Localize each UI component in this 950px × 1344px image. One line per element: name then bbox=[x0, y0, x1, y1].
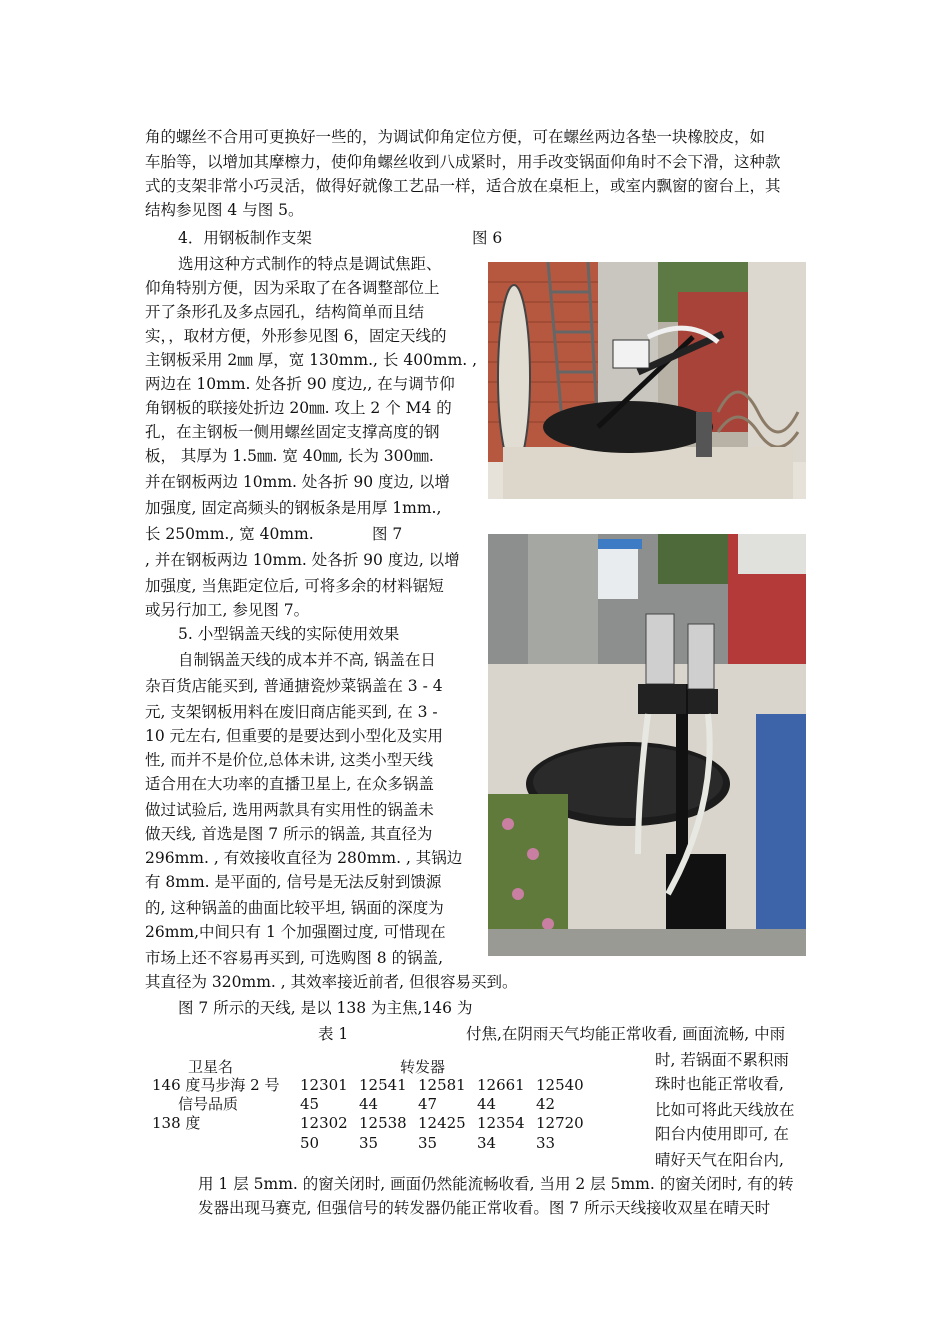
body-text-line: 长 250mm., 宽 40mm. bbox=[145, 525, 314, 543]
photo-pot-lid-antenna-balcony-icon bbox=[488, 534, 806, 956]
body-text-line: 适合用在大功率的直播卫星上, 在众多锅盖 bbox=[145, 775, 434, 793]
body-text-line: 孔，在主钢板一侧用螺丝固定支撑高度的钢 bbox=[145, 423, 440, 441]
body-text-line: 用 1 层 5mm. 的窗关闭时, 画面仍然能流畅收看, 当用 2 层 5mm. 的窗关闭时, 有的转 bbox=[198, 1175, 794, 1193]
body-text-line: 10 元左右, 但重要的是要达到小型化及实用 bbox=[145, 727, 444, 745]
body-text-line: 比如可将此天线放在 bbox=[655, 1101, 795, 1119]
body-text-line: 市场上还不容易再买到, 可选购图 8 的锅盖, bbox=[145, 949, 443, 967]
body-text-line: 付焦,在阴雨天气均能正常收看, 画面流畅, 中雨 bbox=[466, 1025, 786, 1043]
section-heading: 5. 小型锅盖天线的实际使用效果 bbox=[178, 625, 400, 643]
table-header: 卫星名 bbox=[188, 1058, 234, 1076]
table-cell: 12720 bbox=[536, 1114, 584, 1132]
body-text-line: 阳台内使用即可, 在 bbox=[655, 1125, 789, 1143]
body-text-line: 性, 而并不是价位,总体未讲, 这类小型天线 bbox=[145, 751, 434, 769]
table-cell: 35 bbox=[418, 1134, 438, 1152]
table-cell: 45 bbox=[300, 1095, 320, 1113]
figure-6-photo bbox=[488, 262, 806, 499]
table-cell: 12354 bbox=[477, 1114, 525, 1132]
table-cell: 146 度马步海 2 号 bbox=[152, 1076, 280, 1094]
body-text-line: 杂百货店能买到, 普通搪瓷炒菜锅盖在 3 - 4 bbox=[145, 677, 443, 695]
body-text-line: 选用这种方式制作的特点是调试焦距、 bbox=[178, 255, 442, 273]
body-text-line: 晴好天气在阳台内, bbox=[655, 1151, 784, 1169]
table-cell: 12540 bbox=[536, 1076, 584, 1094]
body-text-line: 发器出现马赛克, 但强信号的转发器仍能正常收看。图 7 所示天线接收双星在晴天时 bbox=[198, 1199, 771, 1217]
body-text-line: 元, 支架钢板用料在废旧商店能买到, 在 3 - bbox=[145, 703, 438, 721]
body-text-line: 角的螺丝不合用可更换好一些的，为调试仰角定位方便，可在螺丝两边各垫一块橡胶皮，如 bbox=[145, 128, 766, 146]
table-cell: 47 bbox=[418, 1095, 438, 1113]
body-text-line: 其直径为 320mm. , 其效率接近前者, 但很容易买到。 bbox=[145, 973, 518, 991]
table-cell: 12301 bbox=[300, 1076, 348, 1094]
body-text-line: 珠时也能正常收看, bbox=[655, 1075, 784, 1093]
body-text-line: 板， 其厚为 1.5㎜. 宽 40㎜, 长为 300㎜. bbox=[145, 447, 434, 465]
table-cell: 12541 bbox=[359, 1076, 407, 1094]
body-text-line: 并在钢板两边 10mm. 处各折 90 度边, 以增 bbox=[145, 473, 450, 491]
body-text-line: 结构参见图 4 与图 5。 bbox=[145, 201, 304, 219]
table-cell: 138 度 bbox=[152, 1114, 201, 1132]
body-text-line: 图 7 所示的天线, 是以 138 为主焦,146 为 bbox=[178, 999, 473, 1017]
body-text-line: 做过试验后, 选用两款具有实用性的锅盖未 bbox=[145, 801, 434, 819]
body-text-line: 式的支架非常小巧灵活，做得好就像工艺品一样，适合放在桌柜上，或室内飘窗的窗台上，其 bbox=[145, 177, 781, 195]
body-text-line: 车胎等，以增加其摩檫力，使仰角螺丝收到八成紧时，用手改变锅面仰角时不会下滑，这种款 bbox=[145, 153, 781, 171]
table-cell: 33 bbox=[536, 1134, 556, 1152]
body-text-line: 加强度, 固定高频头的钢板条是用厚 1mm., bbox=[145, 499, 442, 517]
table-cell: 44 bbox=[359, 1095, 379, 1113]
table-header: 转发器 bbox=[400, 1058, 446, 1076]
figure-caption: 图 6 bbox=[472, 229, 503, 247]
body-text-line: 26mm,中间只有 1 个加强圈过度, 可惜现在 bbox=[145, 923, 446, 941]
table-cell: 35 bbox=[359, 1134, 379, 1152]
body-text-line: 加强度, 当焦距定位后, 可将多余的材料锯短 bbox=[145, 577, 444, 595]
body-text-line: 实，，取材方便，外形参见图 6，固定天线的 bbox=[145, 327, 447, 345]
body-text-line: 主钢板采用 2㎜ 厚，宽 130mm., 长 400mm. , bbox=[145, 351, 478, 369]
table-cell: 12425 bbox=[418, 1114, 466, 1132]
body-text-line: 两边在 10mm. 处各折 90 度边,, 在与调节仰 bbox=[145, 375, 455, 393]
table-caption: 表 1 bbox=[318, 1025, 349, 1043]
table-cell: 44 bbox=[477, 1095, 497, 1113]
table-cell: 12581 bbox=[418, 1076, 466, 1094]
body-text-line: 角钢板的联接处折边 20㎜. 攻上 2 个 M4 的 bbox=[145, 399, 452, 417]
body-text-line: 开了条形孔及多点园孔，结构简单而且结 bbox=[145, 303, 425, 321]
body-text-line: 有 8mm. 是平面的, 信号是无法反射到馈源 bbox=[145, 873, 442, 891]
body-text-line: 的, 这种锅盖的曲面比较平坦, 锅面的深度为 bbox=[145, 899, 444, 917]
table-cell: 34 bbox=[477, 1134, 497, 1152]
table-cell: 42 bbox=[536, 1095, 556, 1113]
body-text-line: 自制锅盖天线的成本并不高, 锅盖在日 bbox=[178, 651, 436, 669]
body-text-line: 296mm. , 有效接收直径为 280mm. , 其锅边 bbox=[145, 849, 463, 867]
table-cell: 12538 bbox=[359, 1114, 407, 1132]
body-text-line: , 并在钢板两边 10mm. 处各折 90 度边, 以增 bbox=[145, 551, 460, 569]
table-cell: 12661 bbox=[477, 1076, 525, 1094]
body-text-line: 做天线, 首选是图 7 所示的锅盖, 其直径为 bbox=[145, 825, 433, 843]
figure-7-photo bbox=[488, 534, 806, 956]
figure-caption: 图 7 bbox=[372, 525, 403, 543]
section-heading: 4．用钢板制作支架 bbox=[178, 229, 312, 247]
table-cell: 50 bbox=[300, 1134, 320, 1152]
body-text-line: 或另行加工, 参见图 7。 bbox=[145, 601, 310, 619]
table-cell: 12302 bbox=[300, 1114, 348, 1132]
photo-satellite-dish-steel-bracket-icon bbox=[488, 262, 806, 499]
table-cell: 信号品质 bbox=[178, 1095, 239, 1113]
body-text-line: 时, 若锅面不累积雨 bbox=[655, 1051, 789, 1069]
body-text-line: 仰角特别方便，因为采取了在各调整部位上 bbox=[145, 279, 440, 297]
